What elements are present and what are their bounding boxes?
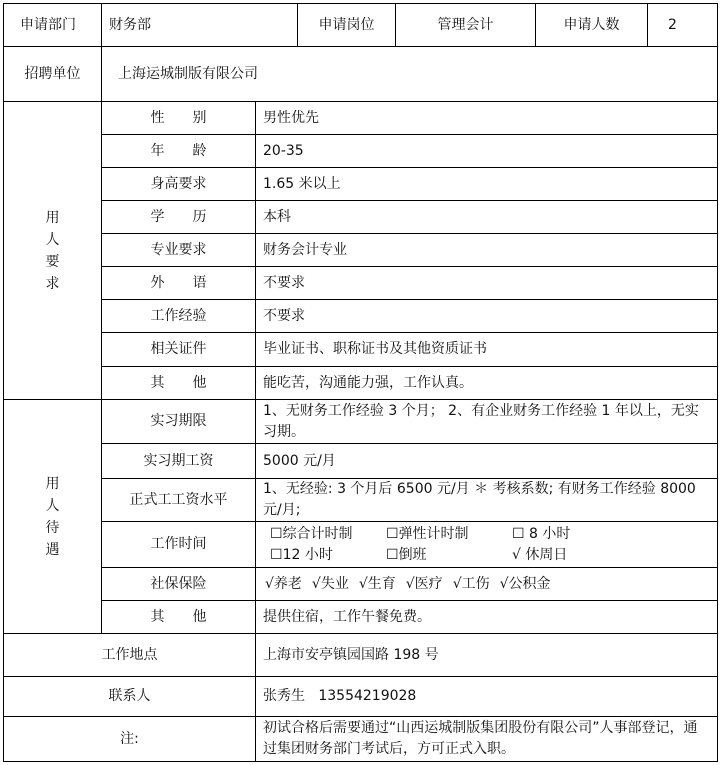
internship-period-value: 1、无财务工作经验 3 个月； 2、有企业财务工作经验 1 年以上，无实习期。 (263, 402, 699, 440)
gender-label: 性 别 (150, 109, 207, 126)
formal-salary-value: 1、无经验: 3 个月后 6500 元/月 ＊ 考核系数; 有财务工作经验 8000 元/月; (263, 481, 696, 518)
education-label: 学 历 (150, 208, 207, 225)
insurance-items (256, 568, 717, 600)
certificates-label: 相关证件 (150, 341, 207, 357)
major-label: 专业要求 (150, 241, 207, 258)
check-icon: √ (512, 547, 521, 563)
age-value: 20-35 (263, 142, 304, 159)
group-char: 待 (45, 519, 60, 536)
checkbox-icon: ☐ (386, 526, 399, 542)
work-time-options (256, 522, 717, 567)
note-label: 注: (120, 730, 139, 747)
checkbox-icon: ☐ (386, 547, 399, 563)
position-label: 申请岗位 (318, 16, 375, 33)
group-char: 遇 (45, 541, 60, 558)
gender-value: 男性优先 (263, 109, 319, 126)
insurance-item: √公积金 (499, 575, 551, 592)
experience-label: 工作经验 (150, 307, 207, 324)
insurance-item: √养老 (265, 575, 302, 592)
recruiter-value: 上海运城制版有限公司 (118, 65, 258, 82)
formal-salary-label: 正式工工资水平 (129, 491, 228, 508)
count-label: 申请人数 (563, 16, 620, 33)
checkbox-icon: ☐ (270, 526, 283, 542)
checkbox-icon: ☐ (512, 526, 525, 542)
rule (717, 3, 718, 762)
option-sunday-off[interactable]: √ 休周日 (512, 547, 568, 563)
group-char: 要 (45, 253, 60, 270)
experience-value: 不要求 (263, 307, 305, 324)
count-value: 2 (668, 16, 677, 33)
other-req-value: 能吃苦，沟通能力强，工作认真。 (263, 374, 473, 391)
requirements-group-label (4, 102, 101, 399)
group-char: 人 (45, 497, 60, 514)
checkbox-icon: ☐ (270, 547, 283, 563)
option-12-hours[interactable]: ☐12 小时 (270, 547, 333, 563)
contact-label: 联系人 (108, 688, 151, 704)
group-char: 用 (45, 475, 60, 492)
dept-label: 申请部门 (20, 16, 76, 33)
rule (3, 761, 718, 762)
location-label: 工作地点 (101, 646, 158, 663)
option-flexible-hours[interactable]: ☐弹性计时制 (386, 526, 469, 542)
contact-value: 张秀生 13554219028 (263, 688, 417, 704)
other-benefit-value: 提供住宿，工作午餐免费。 (263, 608, 431, 625)
certificates-value: 毕业证书、职称证书及其他资质证书 (263, 341, 487, 357)
internship-period-label: 实习期限 (150, 413, 207, 429)
group-char: 求 (45, 275, 60, 292)
option-shift[interactable]: ☐倒班 (386, 547, 427, 563)
language-value: 不要求 (263, 274, 305, 291)
other-benefit-label: 其 他 (150, 608, 207, 625)
height-value: 1.65 米以上 (263, 175, 341, 192)
insurance-label: 社保保险 (150, 575, 207, 592)
internship-salary-label: 实习期工资 (143, 452, 214, 469)
recruiter-label: 招聘单位 (24, 65, 81, 82)
group-char: 人 (45, 231, 60, 248)
major-value: 财务会计专业 (263, 241, 347, 258)
location-value: 上海市安亭镇园国路 198 号 (263, 646, 439, 663)
option-8-hours[interactable]: ☐ 8 小时 (512, 526, 571, 542)
other-req-label: 其 他 (150, 374, 207, 391)
group-char: 用 (45, 209, 60, 226)
language-label: 外 语 (150, 274, 207, 291)
note-value: 初试合格后需要通过“山西运城制版集团股份有限公司”人事部登记，通过集团财务部门考试后，方可正式入职。 (263, 720, 698, 757)
insurance-item: √失业 (311, 575, 349, 592)
position-value: 管理会计 (437, 16, 494, 33)
insurance-item: √医疗 (405, 575, 443, 592)
age-label: 年 龄 (150, 142, 207, 159)
option-comprehensive-hours[interactable]: ☐综合计时制 (270, 526, 353, 542)
dept-value: 财务部 (109, 16, 151, 33)
insurance-item: √工伤 (452, 575, 490, 592)
treatment-group-label (4, 400, 101, 633)
insurance-item: √生育 (358, 575, 396, 592)
education-value: 本科 (263, 208, 291, 225)
work-time-label: 工作时间 (150, 536, 207, 552)
internship-salary-value: 5000 元/月 (263, 452, 336, 469)
height-label: 身高要求 (150, 175, 207, 192)
